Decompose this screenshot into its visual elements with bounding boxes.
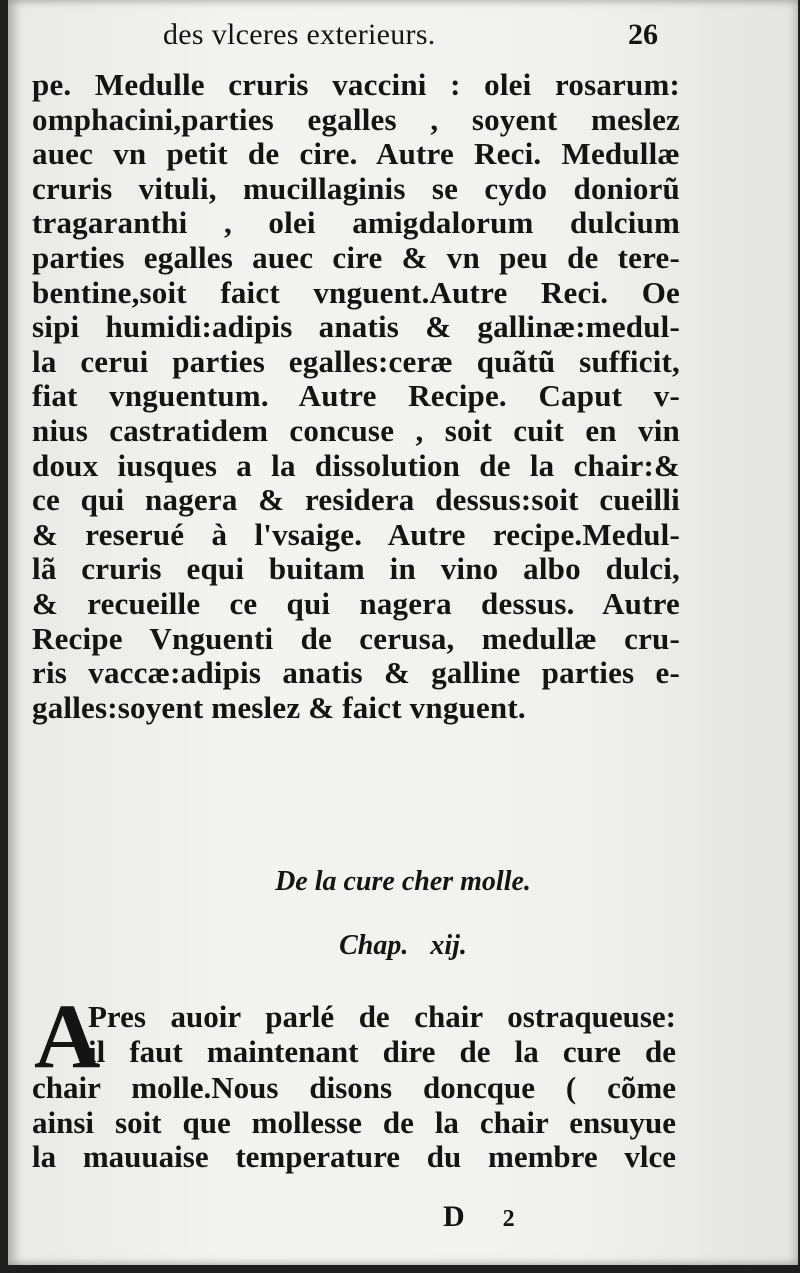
chapter-text bbox=[32, 1071, 676, 1175]
text-line: la cerui parties egalles:ceræ quãtũ sufficit, bbox=[32, 343, 680, 379]
book-page bbox=[8, 0, 798, 1265]
text-line: la mauuaise temperature du membre vlce bbox=[32, 1139, 676, 1175]
text-line: fiat vnguentum. Autre Recipe. Caput v- bbox=[32, 378, 680, 414]
text-line: & reserué à l'vsaige. Autre recipe.Medul- bbox=[32, 516, 680, 552]
running-title: des vlceres exterieurs. bbox=[163, 18, 436, 51]
text-line: & recueille ce qui nagera dessus. Autre bbox=[32, 585, 680, 621]
body-text bbox=[32, 68, 680, 725]
text-line: ainsi soit que mollesse de la chair ensuyue bbox=[32, 1104, 676, 1140]
section-heading: De la cure cher molle. bbox=[275, 866, 531, 897]
text-line: Pres auoir parlé de chair ostraqueuse: bbox=[88, 999, 676, 1034]
signature-number: 2 bbox=[502, 1206, 517, 1232]
drop-cap-lines bbox=[88, 1000, 676, 1069]
text-line: il faut maintenant dire de la cure de bbox=[88, 1033, 676, 1069]
drop-cap: A bbox=[34, 985, 101, 1087]
text-line: parties egalles auec cire & vn peu de tere- bbox=[32, 239, 680, 275]
text-line: bentine,soit faict vnguent.Autre Reci. Oe bbox=[32, 274, 680, 310]
signature-letter: D bbox=[443, 1200, 467, 1233]
chapter-heading bbox=[8, 930, 798, 962]
text-line: ce qui nagera & residera dessus:soit cueilli bbox=[32, 482, 680, 518]
chapter-label: Chap. bbox=[339, 930, 409, 961]
text-line: pe. Medulle cruris vaccini : olei rosarum: bbox=[32, 67, 680, 102]
text-line: Recipe Vnguenti de cerusa, medullæ cru- bbox=[32, 620, 680, 656]
page-number: 26 bbox=[628, 18, 658, 51]
text-line: sipi humidi:adipis anatis & gallinæ:medul- bbox=[32, 309, 680, 345]
text-line: cruris vituli, mucillaginis se cydo doniorũ bbox=[32, 170, 680, 206]
text-line: doux iusques a la dissolution de la chair:& bbox=[32, 447, 680, 483]
text-line: lã cruris equi buitam in vino albo dulci, bbox=[32, 551, 680, 587]
text-line: tragaranthi , olei amigdalorum dulcium bbox=[32, 205, 680, 241]
signature-mark bbox=[443, 1200, 517, 1234]
text-line: nius castratidem concuse , soit cuit en vin bbox=[32, 412, 680, 448]
chapter-number: xij. bbox=[430, 930, 467, 961]
running-head bbox=[8, 14, 798, 58]
text-line: omphacini,parties egalles , soyent meslez bbox=[32, 101, 680, 137]
text-line: auec vn petit de cire. Autre Reci. Medullæ bbox=[32, 136, 680, 172]
text-line: chair molle.Nous disons doncque ( cõme bbox=[32, 1070, 676, 1105]
text-line: ris vaccæ:adipis anatis & galline parties e- bbox=[32, 655, 680, 691]
text-line: galles:soyent meslez & faict vnguent. bbox=[32, 689, 526, 725]
